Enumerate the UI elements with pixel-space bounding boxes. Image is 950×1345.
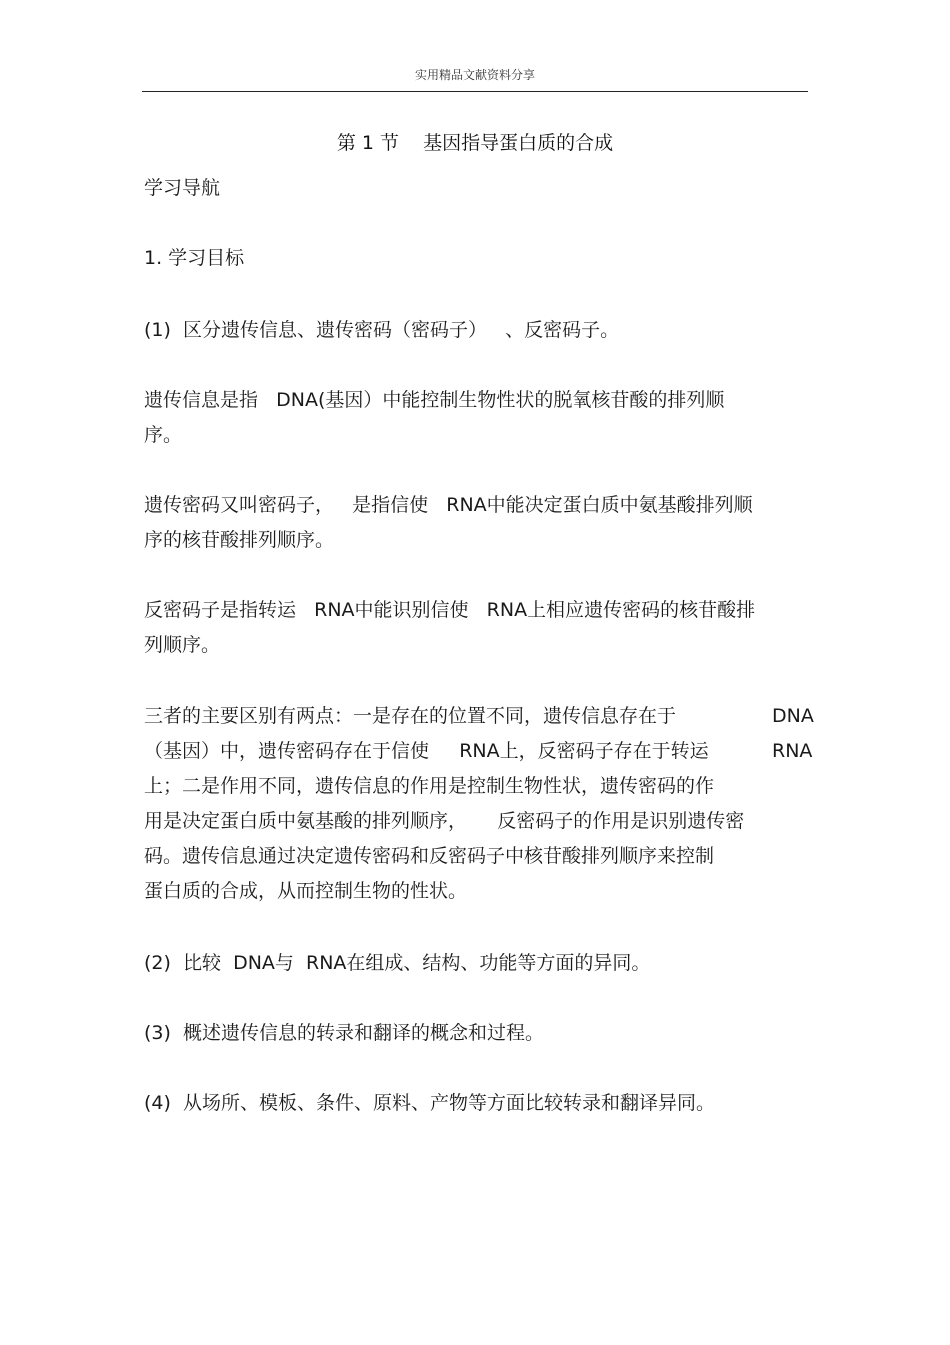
comparison-line-6: 蛋白质的合成，从而控制生物的性状。 — [144, 880, 468, 902]
comparison-line-1-end: DNA — [772, 705, 814, 727]
page-header: 实用精品文献资料分享 — [414, 68, 535, 82]
section-title: 第 1 节 基因指导蛋白质的合成 — [336, 132, 614, 154]
comparison-line-4: 用是决定蛋白质中氨基酸的排列顺序， 反密码子的作用是识别遗传密 — [144, 810, 745, 832]
section-heading: 学习导航 — [144, 177, 221, 199]
comparison-line-2: （基因）中，遗传密码存在于信使 RNA上，反密码子存在于转运 — [144, 740, 709, 762]
header-divider — [142, 91, 808, 92]
objective-item-3: (3) 概述遗传信息的转录和翻译的概念和过程。 — [144, 1022, 544, 1044]
comparison-line-3: 上；二是作用不同，遗传信息的作用是控制生物性状，遗传密码的作 — [144, 775, 715, 797]
definition-codon-line-2: 序的核苷酸排列顺序。 — [144, 529, 335, 551]
definition-anticodon-line-1: 反密码子是指转运 RNA中能识别信使 RNA上相应遗传密码的核苷酸排 — [144, 599, 756, 621]
comparison-line-5: 码。遗传信息通过决定遗传密码和反密码子中核苷酸排列顺序来控制 — [144, 845, 715, 867]
objective-item-1: (1) 区分遗传信息、遗传密码（密码子） 、反密码子。 — [144, 319, 620, 341]
comparison-line-2-end: RNA — [772, 740, 813, 762]
objective-item-4: (4) 从场所、模板、条件、原料、产物等方面比较转录和翻译异同。 — [144, 1092, 715, 1114]
objective-item-2: (2) 比较 DNA与 RNA在组成、结构、功能等方面的异同。 — [144, 952, 651, 974]
definition-genetic-info-line-1: 遗传信息是指 DNA(基因）中能控制生物性状的脱氧核苷酸的排列顺 — [144, 389, 725, 411]
comparison-line-1: 三者的主要区别有两点：一是存在的位置不同，遗传信息存在于 — [144, 705, 677, 727]
definition-genetic-info-line-2: 序。 — [144, 424, 183, 446]
definition-codon-line-1: 遗传密码又叫密码子， 是指信使 RNA中能决定蛋白质中氨基酸排列顺 — [144, 494, 753, 516]
definition-anticodon-line-2: 列顺序。 — [144, 634, 221, 656]
subheading-learning-goals: 1. 学习目标 — [144, 247, 245, 269]
